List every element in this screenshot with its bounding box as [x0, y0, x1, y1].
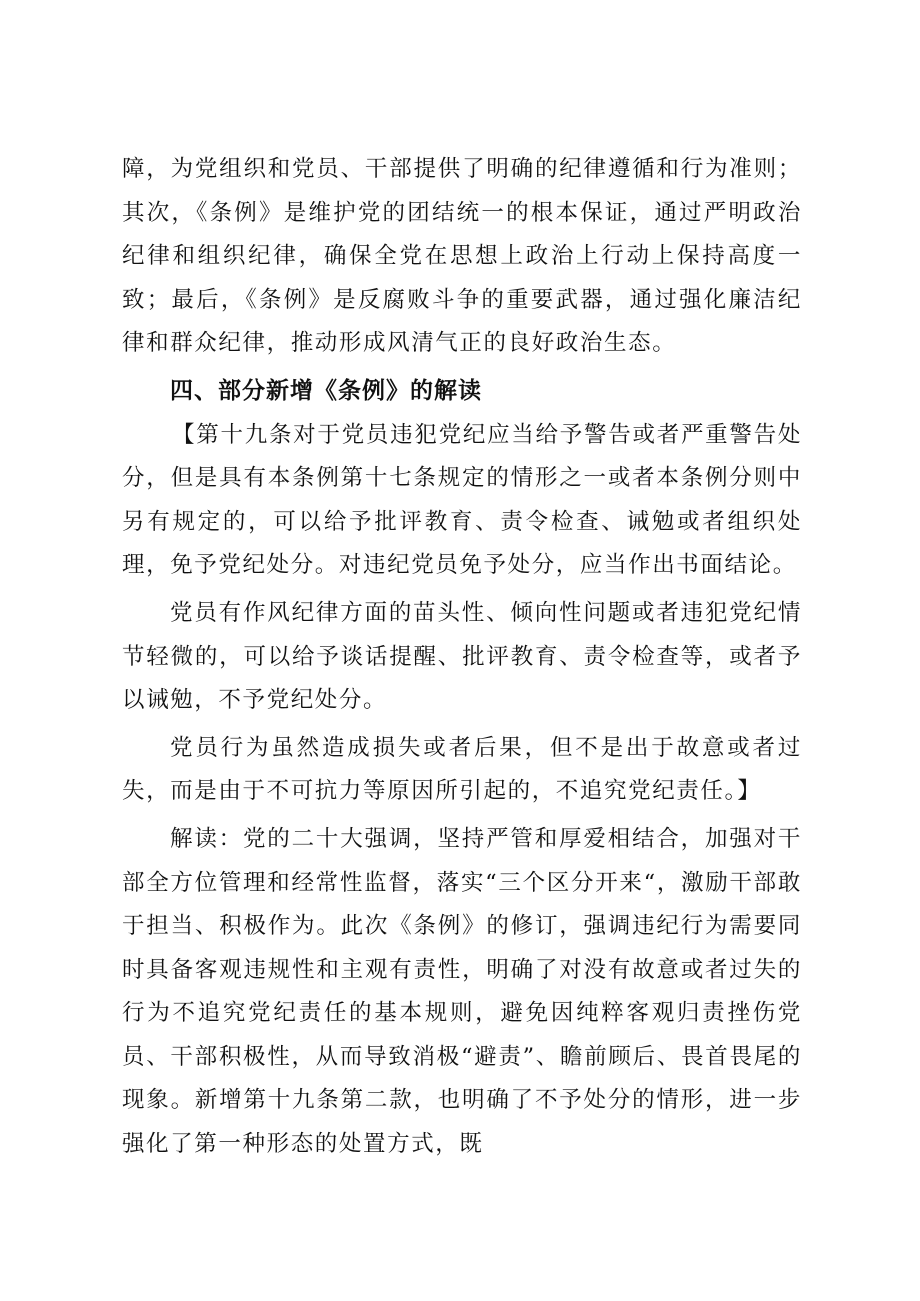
paragraph-continuation: 障，为党组织和党员、干部提供了明确的纪律遵循和行为准则；其次，《条例》是维护党的团结统一的根本保证，通过严明政治纪律和组织纪律，确保全党在思想上政治上行动上保持高度一致；最后，《条例》是反腐败斗争的重要武器，通过强化廉洁纪律和群众纪律，推动形成风清气正的良好政治生态。 — [122, 156, 802, 357]
paragraph-conduct-discipline: 党员有作风纪律方面的苗头性、倾向性问题或者违犯党纪情节轻微的，可以给予谈话提醒、批评教育、责令检查等，或者予以诫勉，不予党纪处分。 — [122, 599, 802, 714]
paragraph-article-19: 【第十九条对于党员违犯党纪应当给予警告或者严重警告处分，但是具有本条例第十七条规定的情形之一或者本条例分则中另有规定的，可以给予批评教育、责令检查、诫勉或者组织处理，免予党纪处分。对违纪党员免予处分，应当作出书面结论。 — [122, 421, 802, 579]
paragraph-interpretation: 解读：党的二十大强调，坚持严管和厚爱相结合，加强对干部全方位管理和经常性监督，落实“三个区分开来“，激励干部敢于担当、积极作为。此次《条例》的修订，强调违纪行为需要同时具备客观违规性和主观有责性，明确了对没有故意或者过失的行为不追究党纪责任的基本规则，避免因纯粹客观归责挫伤党员、干部积极性，从而导致消极“避责”、瞻前顾后、畏首畏尾的现象。新增第十九条第二款，也明确了不予处分的情形，进一步强化了第一种形态的处置方式，既 — [122, 825, 802, 1158]
document-page — [122, 148, 802, 1167]
paragraph-force-majeure: 党员行为虽然造成损失或者后果，但不是出于故意或者过失，而是由于不可抗力等原因所引起的，不追究党纪责任。】 — [122, 734, 802, 805]
section-heading: 四、部分新增《条例》的解读 — [170, 377, 482, 404]
